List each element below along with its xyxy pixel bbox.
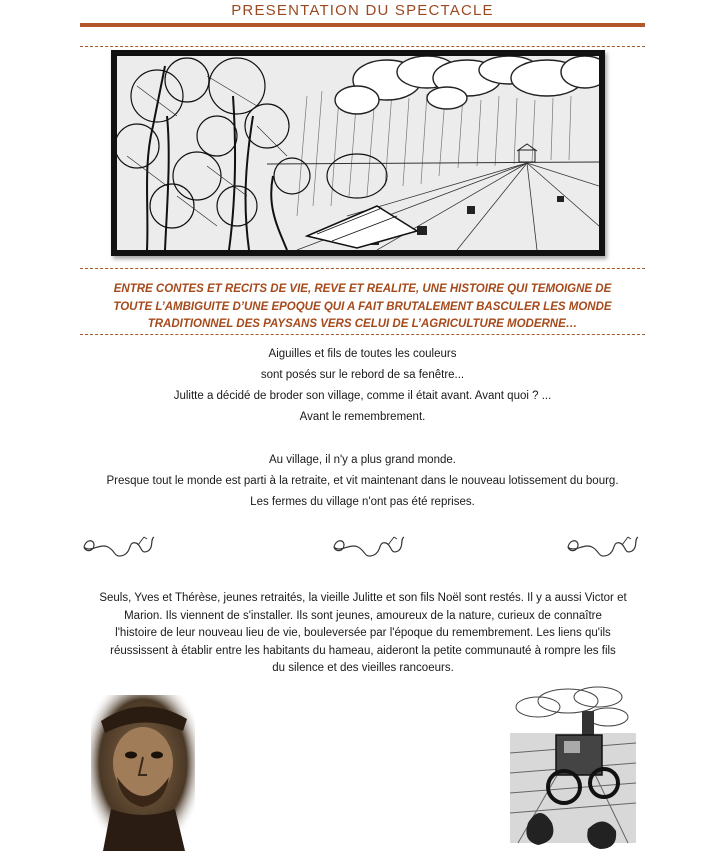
text-line: Au village, il n'y a plus grand monde. [269, 454, 456, 466]
dashed-divider [80, 268, 645, 269]
portrait-illustration [87, 691, 199, 851]
tractor-illustration [508, 683, 638, 859]
text-line: réussissent à établir entre les habitants du hameau, aideront la petite communauté à rompre les fils [110, 644, 616, 657]
text-line: l'histoire de leur nouveau lieu de vie, bouleversée par l'époque du remembrement. Les liens qu'ils [115, 627, 611, 639]
page-title: PRESENTATION DU SPECTACLE [231, 2, 494, 19]
title-underline [80, 23, 645, 27]
text-line: Seuls, Yves et Thérèse, jeunes retraités, la vieille Julitte et son fils Noël sont restés. Il y a aussi Victor et [99, 592, 627, 604]
text-line: Les fermes du village n'ont pas été reprises. [250, 496, 475, 508]
tagline-line: ENTRE CONTES ET RECITS DE VIE, REVE ET REALITE, UNE HISTOIRE QUI TEMOIGNE DE [113, 283, 612, 295]
text-line: Marion. Ils viennent de s'installer. Ils sont jeunes, amoureux de la nature, curieux de connaître [124, 609, 602, 622]
village-text [60, 450, 665, 513]
tagline-line: TRADITIONNEL DES PAYSANS VERS CELUI DE L’AGRICULTURE MODERNE… [147, 318, 578, 330]
thread-ornament-icon [330, 531, 408, 561]
tagline [80, 281, 645, 334]
thread-ornament-icon [80, 531, 158, 561]
text-line: sont posés sur le rebord de sa fenêtre... [260, 369, 465, 381]
dashed-divider [80, 334, 645, 335]
text-line: du silence et des vieilles rancoeurs. [272, 662, 454, 674]
dashed-divider [80, 46, 645, 47]
text-line: Avant le remembrement. [299, 411, 426, 423]
hero-illustration [111, 50, 605, 256]
characters-paragraph [82, 590, 644, 678]
text-line: Presque tout le monde est parti à la retraite, et vit maintenant dans le nouveau lotissement du bourg. [106, 475, 619, 487]
intro-text [60, 344, 665, 428]
tagline-line: TOUTE L’AMBIGUITE D’UNE EPOQUE QUI A FAIT BRUTALEMENT BASCULER LES MONDE [113, 300, 612, 313]
thread-ornament-icon [564, 531, 642, 561]
text-line: Aiguilles et fils de toutes les couleurs [268, 348, 457, 360]
text-line: Julitte a décidé de broder son village, comme il était avant. Avant quoi ? ... [173, 390, 552, 402]
